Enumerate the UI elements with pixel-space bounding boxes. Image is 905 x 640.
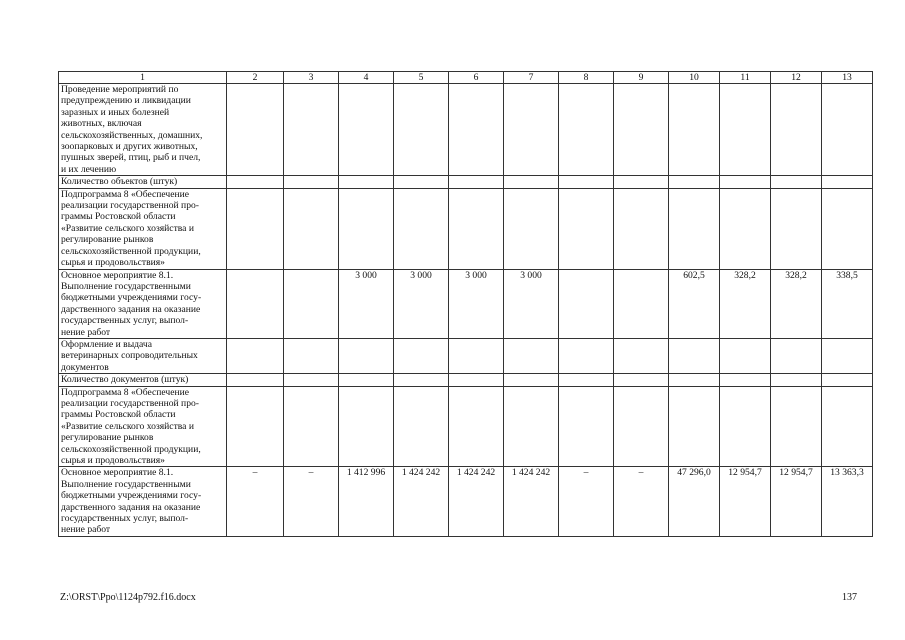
column-header-5: 5 [394, 72, 449, 84]
table-cell-col-10 [669, 84, 720, 176]
table-cell-col-3 [284, 386, 339, 467]
column-header-6: 6 [449, 72, 504, 84]
column-header-10: 10 [669, 72, 720, 84]
row-label-line: Количество документов (штук) [61, 374, 189, 386]
table-cell-col-6 [449, 84, 504, 176]
row-label-line: регулирование рынков [61, 234, 154, 246]
row-label-line: сырья и продовольствия» [61, 257, 165, 269]
table-row [59, 188, 873, 269]
row-label-line: и их лечению [61, 163, 117, 175]
row-label [59, 467, 227, 536]
table-cell-col-11: 328,2 [720, 269, 771, 338]
table-cell-col-3 [284, 269, 339, 338]
table-cell-col-5: 1 424 242 [394, 467, 449, 536]
table-cell-col-11 [720, 386, 771, 467]
column-header-3: 3 [284, 72, 339, 84]
table-cell-col-10 [669, 188, 720, 269]
table-cell-col-7 [504, 176, 559, 188]
table-cell-col-5 [394, 338, 449, 373]
row-label-line: государственных услуг, выпол- [61, 513, 189, 525]
row-label-line: Основное мероприятие 8.1. [61, 467, 174, 479]
table-cell-col-8: – [559, 467, 614, 536]
table-cell-col-6 [449, 386, 504, 467]
table-cell-col-8 [559, 269, 614, 338]
table-cell-col-10 [669, 176, 720, 188]
table-cell-col-7 [504, 84, 559, 176]
table-cell-col-12 [771, 188, 822, 269]
row-label-line: предупреждению и ликвидации [61, 95, 191, 107]
data-table [58, 71, 873, 537]
row-label-line: Подпрограмма 8 «Обеспечение [61, 386, 189, 398]
row-label-line: сельскохозяйственной продукции, [61, 443, 201, 455]
table-cell-col-5: 3 000 [394, 269, 449, 338]
table-cell-col-6 [449, 374, 504, 386]
table-cell-col-8 [559, 338, 614, 373]
table-row [59, 338, 873, 373]
row-label-line: дарственного задания на оказание [61, 501, 201, 513]
table-cell-col-8 [559, 176, 614, 188]
column-header-8: 8 [559, 72, 614, 84]
row-label-line: Выполнение государственными [61, 280, 191, 292]
table-cell-col-3 [284, 338, 339, 373]
column-header-9: 9 [614, 72, 669, 84]
row-label-line: сельскохозяйственных, домашних, [61, 129, 203, 141]
table-cell-col-13 [822, 176, 873, 188]
table-cell-col-8 [559, 374, 614, 386]
table-cell-col-4: 1 412 996 [339, 467, 394, 536]
row-label-line: нение работ [61, 326, 111, 338]
table-cell-col-2 [227, 338, 284, 373]
table-cell-col-9 [614, 386, 669, 467]
table-cell-col-9 [614, 84, 669, 176]
row-label-line: заразных и иных болезней [61, 106, 170, 118]
table-cell-col-5 [394, 84, 449, 176]
table-cell-col-8 [559, 188, 614, 269]
row-label-line: реализации государственной про- [61, 397, 199, 409]
table-cell-col-2 [227, 176, 284, 188]
row-label [59, 188, 227, 269]
table-cell-col-3: – [284, 467, 339, 536]
table-cell-col-2 [227, 84, 284, 176]
table-cell-col-11 [720, 374, 771, 386]
row-label-line: Количество объектов (штук) [61, 176, 178, 188]
table-cell-col-8 [559, 84, 614, 176]
table-cell-col-2 [227, 374, 284, 386]
table-cell-col-6: 1 424 242 [449, 467, 504, 536]
table-cell-col-10: 47 296,0 [669, 467, 720, 536]
table-cell-col-7 [504, 188, 559, 269]
table-cell-col-4 [339, 84, 394, 176]
row-label-line: бюджетными учреждениями госу- [61, 292, 202, 304]
table-cell-col-6 [449, 338, 504, 373]
table-cell-col-4 [339, 188, 394, 269]
table-cell-col-9 [614, 188, 669, 269]
table-cell-col-7 [504, 338, 559, 373]
table-cell-col-13 [822, 84, 873, 176]
table-cell-col-10 [669, 338, 720, 373]
table-cell-col-10 [669, 386, 720, 467]
table-cell-col-9 [614, 338, 669, 373]
table-cell-col-6 [449, 176, 504, 188]
table-cell-col-13: 338,5 [822, 269, 873, 338]
table-cell-col-4 [339, 374, 394, 386]
row-label-line: граммы Ростовской области [61, 409, 176, 421]
row-label [59, 269, 227, 338]
table-cell-col-9 [614, 176, 669, 188]
table-cell-col-4 [339, 386, 394, 467]
table-cell-col-13: 13 363,3 [822, 467, 873, 536]
row-label-line: Оформление и выдача [61, 338, 152, 350]
row-label-line: «Развитие сельского хозяйства и [61, 222, 194, 234]
table-cell-col-3 [284, 374, 339, 386]
table-cell-col-2 [227, 386, 284, 467]
row-label-line: граммы Ростовской области [61, 211, 176, 223]
table-cell-col-5 [394, 176, 449, 188]
row-label-line: Выполнение государственными [61, 478, 191, 490]
table-cell-col-9 [614, 374, 669, 386]
table-cell-col-6: 3 000 [449, 269, 504, 338]
row-label-line: Основное мероприятие 8.1. [61, 269, 174, 281]
table-cell-col-5 [394, 374, 449, 386]
row-label [59, 338, 227, 373]
table-row [59, 84, 873, 176]
table-header-row [59, 72, 873, 84]
row-label-line: бюджетными учреждениями госу- [61, 490, 202, 502]
table-cell-col-12 [771, 374, 822, 386]
table-cell-col-9 [614, 269, 669, 338]
column-header-2: 2 [227, 72, 284, 84]
table-cell-col-3 [284, 84, 339, 176]
row-label-line: зоопарковых и других животных, [61, 141, 198, 153]
footer-file-path: Z:\ORST\Ppo\1124p792.f16.docx [60, 592, 196, 603]
row-label-line: ветеринарных сопроводительных [61, 350, 198, 362]
table-row [59, 176, 873, 188]
row-label-line: «Развитие сельского хозяйства и [61, 420, 194, 432]
table-cell-col-13 [822, 338, 873, 373]
table-cell-col-4 [339, 176, 394, 188]
table-cell-col-7: 1 424 242 [504, 467, 559, 536]
row-label-line: Подпрограмма 8 «Обеспечение [61, 188, 189, 200]
table-cell-col-12: 12 954,7 [771, 467, 822, 536]
column-header-7: 7 [504, 72, 559, 84]
table-cell-col-12 [771, 338, 822, 373]
table-cell-col-6 [449, 188, 504, 269]
row-label-line: документов [61, 361, 109, 373]
table-row [59, 386, 873, 467]
table-cell-col-12: 328,2 [771, 269, 822, 338]
table-cell-col-2 [227, 188, 284, 269]
table-cell-col-9: – [614, 467, 669, 536]
row-label [59, 374, 227, 386]
table-cell-col-3 [284, 176, 339, 188]
table-cell-col-8 [559, 386, 614, 467]
row-label-line: нение работ [61, 524, 111, 536]
row-label-line: дарственного задания на оказание [61, 303, 201, 315]
row-label [59, 386, 227, 467]
row-label-line: Проведение мероприятий по [61, 84, 179, 95]
table-cell-col-7 [504, 374, 559, 386]
row-label-line: сырья и продовольствия» [61, 455, 165, 466]
table-cell-col-5 [394, 188, 449, 269]
table-cell-col-2: – [227, 467, 284, 536]
table-cell-col-5 [394, 386, 449, 467]
column-header-4: 4 [339, 72, 394, 84]
row-label-line: пушных зверей, птиц, рыб и пчел, [61, 152, 201, 164]
table-cell-col-2 [227, 269, 284, 338]
table-row [59, 269, 873, 338]
table-cell-col-11: 12 954,7 [720, 467, 771, 536]
page-number: 137 [842, 592, 857, 603]
table-cell-col-11 [720, 84, 771, 176]
table-cell-col-10 [669, 374, 720, 386]
table-cell-col-3 [284, 188, 339, 269]
table-cell-col-7: 3 000 [504, 269, 559, 338]
row-label-line: сельскохозяйственной продукции, [61, 245, 201, 257]
table-cell-col-13 [822, 188, 873, 269]
row-label-line: животных, включая [61, 118, 142, 130]
table-cell-col-11 [720, 176, 771, 188]
table-cell-col-4 [339, 338, 394, 373]
table-cell-col-13 [822, 374, 873, 386]
table-cell-col-11 [720, 338, 771, 373]
table-cell-col-4: 3 000 [339, 269, 394, 338]
row-label [59, 176, 227, 188]
row-label [59, 84, 227, 176]
table-row [59, 467, 873, 536]
table-cell-col-13 [822, 386, 873, 467]
column-header-1: 1 [59, 72, 227, 84]
table-cell-col-12 [771, 176, 822, 188]
table-cell-col-12 [771, 84, 822, 176]
table-cell-col-11 [720, 188, 771, 269]
row-label-line: реализации государственной про- [61, 200, 199, 212]
table-cell-col-12 [771, 386, 822, 467]
row-label-line: государственных услуг, выпол- [61, 315, 189, 327]
column-header-11: 11 [720, 72, 771, 84]
table-cell-col-7 [504, 386, 559, 467]
table-cell-col-10: 602,5 [669, 269, 720, 338]
table-row [59, 374, 873, 386]
row-label-line: регулирование рынков [61, 432, 154, 444]
column-header-13: 13 [822, 72, 873, 84]
column-header-12: 12 [771, 72, 822, 84]
